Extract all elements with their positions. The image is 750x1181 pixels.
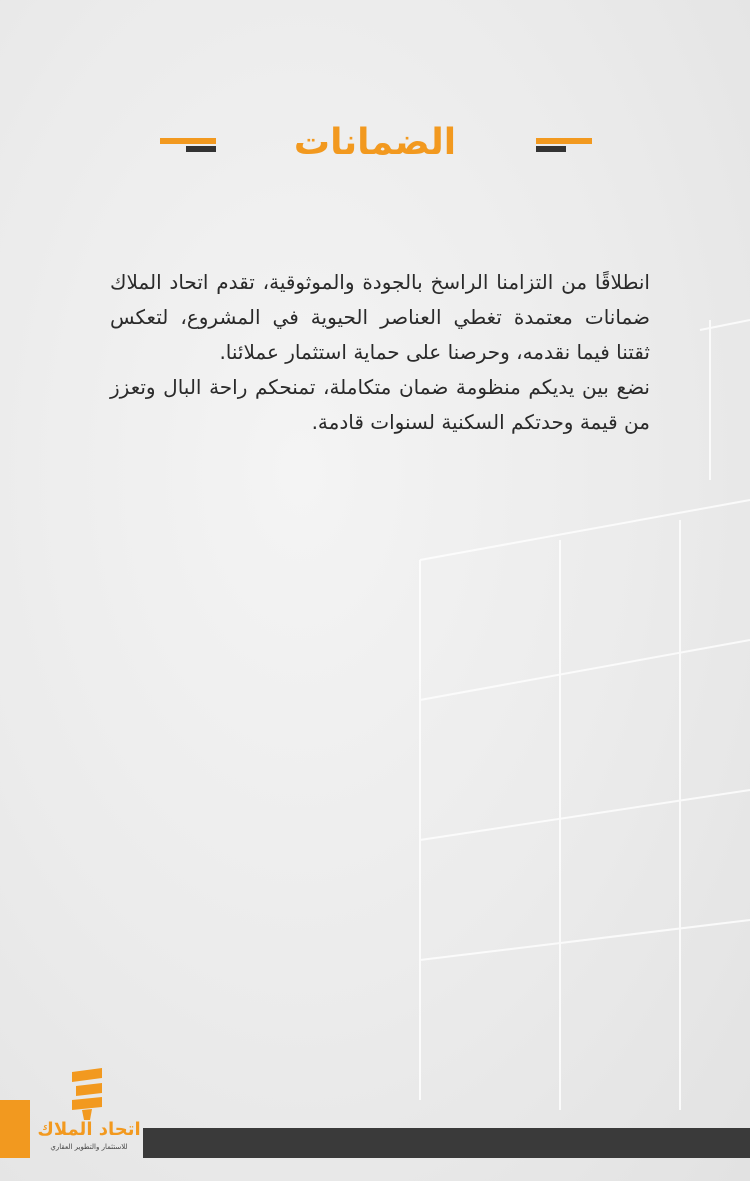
intro-paragraph-2: نضع بين يديكم منظومة ضمان متكاملة، تمنحكم راحة البال وتعزز من قيمة وحدتكم السكنية لسنوات قادمة. [110, 375, 650, 434]
intro-text [110, 265, 650, 440]
intro-paragraph-1: انطلاقًا من التزامنا الراسخ بالجودة والموثوقية، تقدم اتحاد الملاك ضمانات معتمدة تغطي العناصر الحيوية في المشروع، لتعكس ثقتنا فيما نقدمه، وحرصنا على حماية استثمار عملائنا. [110, 270, 650, 364]
header [0, 118, 750, 168]
brand-name: اتحاد الملاك [37, 1119, 141, 1140]
footer-accent [0, 1100, 30, 1158]
footer-bar [143, 1128, 750, 1158]
brand-tagline: للاستثمار والتطوير العقاري [50, 1143, 128, 1151]
brand-logo-icon [68, 1066, 108, 1120]
title-decoration-right [536, 138, 592, 152]
page-title: الضمانات [293, 122, 457, 163]
